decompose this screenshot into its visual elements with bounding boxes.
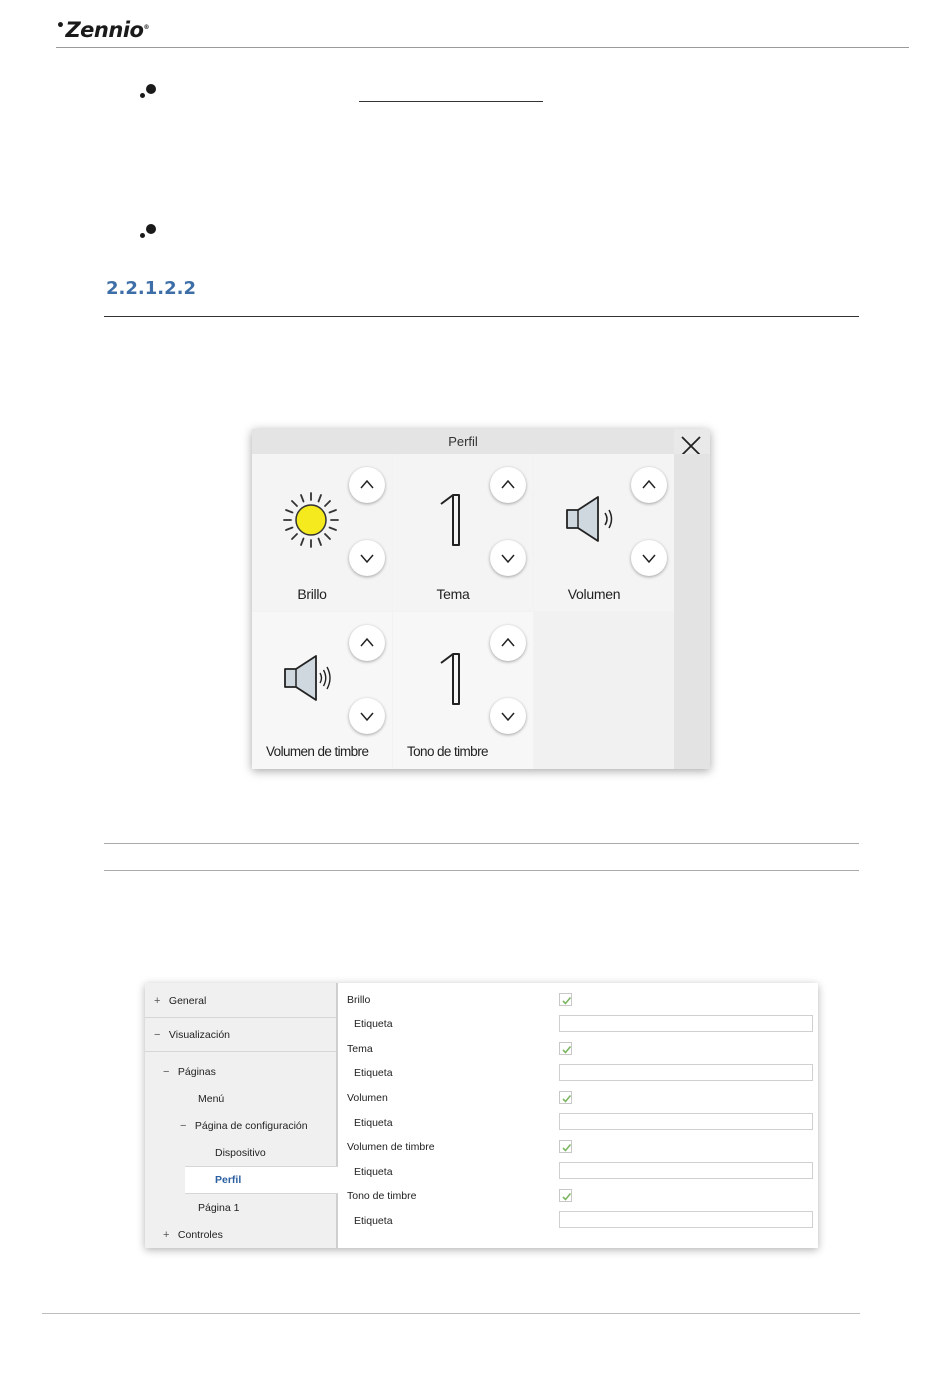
header-rule (56, 47, 909, 48)
zennio-logo: •Zennio® (56, 18, 149, 42)
volumen-cell (534, 454, 674, 611)
empty-cell (534, 612, 674, 769)
profile-screen (252, 429, 710, 769)
cell-label: Tema (436, 586, 470, 602)
tono-timbre-up-button[interactable] (490, 625, 526, 661)
tema-down-button[interactable] (490, 540, 526, 576)
expand-icon: + (154, 995, 161, 1007)
collapse-icon: − (154, 1029, 161, 1041)
volumen-timbre-up-button[interactable] (349, 625, 385, 661)
tree-item-pagina-config[interactable]: − Página de configuración (180, 1120, 308, 1132)
tree-item-dispositivo[interactable]: Dispositivo (215, 1147, 266, 1159)
param-sublabel: Etiqueta (354, 1067, 393, 1079)
param-sublabel: Etiqueta (354, 1166, 393, 1178)
cell-label: Brillo (297, 586, 327, 602)
table-rule-top (104, 843, 859, 844)
volumen-timbre-cell (252, 612, 392, 769)
tree-item-controles[interactable]: + Controles (163, 1229, 223, 1241)
bullet-icon (140, 84, 158, 100)
sun-icon (279, 488, 343, 557)
brillo-up-button[interactable] (349, 467, 385, 503)
speaker-icon (564, 494, 620, 549)
screen-title: Perfil (252, 429, 674, 454)
tema-etiqueta-field[interactable] (559, 1064, 813, 1081)
volumen-timbre-down-button[interactable] (349, 698, 385, 734)
cell-label: Tono de timbre (407, 744, 488, 759)
param-sublabel: Etiqueta (354, 1018, 393, 1030)
tree-item-menu[interactable]: Menú (198, 1093, 225, 1105)
tree-item-general[interactable]: + General (154, 995, 207, 1007)
tono-timbre-checkbox[interactable] (559, 1189, 572, 1202)
volumen-up-button[interactable] (631, 467, 667, 503)
tree-item-perfil[interactable]: Perfil (185, 1166, 338, 1194)
param-label: Tema (347, 1043, 373, 1055)
param-label: Brillo (347, 994, 371, 1006)
collapse-icon: − (163, 1066, 170, 1078)
section-number: 2.2.1.2.2 (106, 278, 196, 299)
brillo-cell (252, 454, 392, 611)
tree-item-paginas[interactable]: − Páginas (163, 1066, 216, 1078)
param-sublabel: Etiqueta (354, 1117, 393, 1129)
param-label: Volumen de timbre (347, 1141, 435, 1153)
tree-item-visualizacion[interactable]: − Visualización (154, 1029, 231, 1041)
tono-timbre-cell (393, 612, 533, 769)
speaker-loud-icon (282, 653, 338, 708)
tono-timbre-down-button[interactable] (490, 698, 526, 734)
brillo-down-button[interactable] (349, 540, 385, 576)
volumen-timbre-etiqueta-field[interactable] (559, 1162, 813, 1179)
config-panel (145, 983, 818, 1248)
link-underline (359, 101, 543, 102)
cell-label: Volumen (567, 586, 621, 602)
section-rule (104, 316, 859, 317)
table-rule-bottom (104, 870, 859, 871)
tono-timbre-etiqueta-field[interactable] (559, 1211, 813, 1228)
brillo-etiqueta-field[interactable] (559, 1015, 813, 1032)
param-label: Tono de timbre (347, 1190, 417, 1202)
tema-value (437, 492, 471, 553)
profile-grid (252, 454, 674, 769)
logo-text: Zennio (65, 18, 144, 42)
brillo-checkbox[interactable] (559, 993, 572, 1006)
tema-cell (393, 454, 533, 611)
config-params (338, 983, 818, 1248)
collapse-icon: − (180, 1120, 187, 1132)
volumen-checkbox[interactable] (559, 1091, 572, 1104)
bullet-icon (140, 224, 158, 240)
footer-rule (42, 1313, 860, 1314)
expand-icon: + (163, 1229, 170, 1241)
volumen-down-button[interactable] (631, 540, 667, 576)
volumen-timbre-checkbox[interactable] (559, 1140, 572, 1153)
tema-checkbox[interactable] (559, 1042, 572, 1055)
param-sublabel: Etiqueta (354, 1215, 393, 1227)
tree-item-pagina1[interactable]: Página 1 (198, 1202, 240, 1214)
tema-up-button[interactable] (490, 467, 526, 503)
cell-label: Volumen de timbre (266, 744, 369, 759)
tono-value (437, 651, 471, 712)
volumen-etiqueta-field[interactable] (559, 1113, 813, 1130)
param-label: Volumen (347, 1092, 388, 1104)
config-tree (145, 983, 338, 1248)
side-strip (674, 454, 710, 769)
